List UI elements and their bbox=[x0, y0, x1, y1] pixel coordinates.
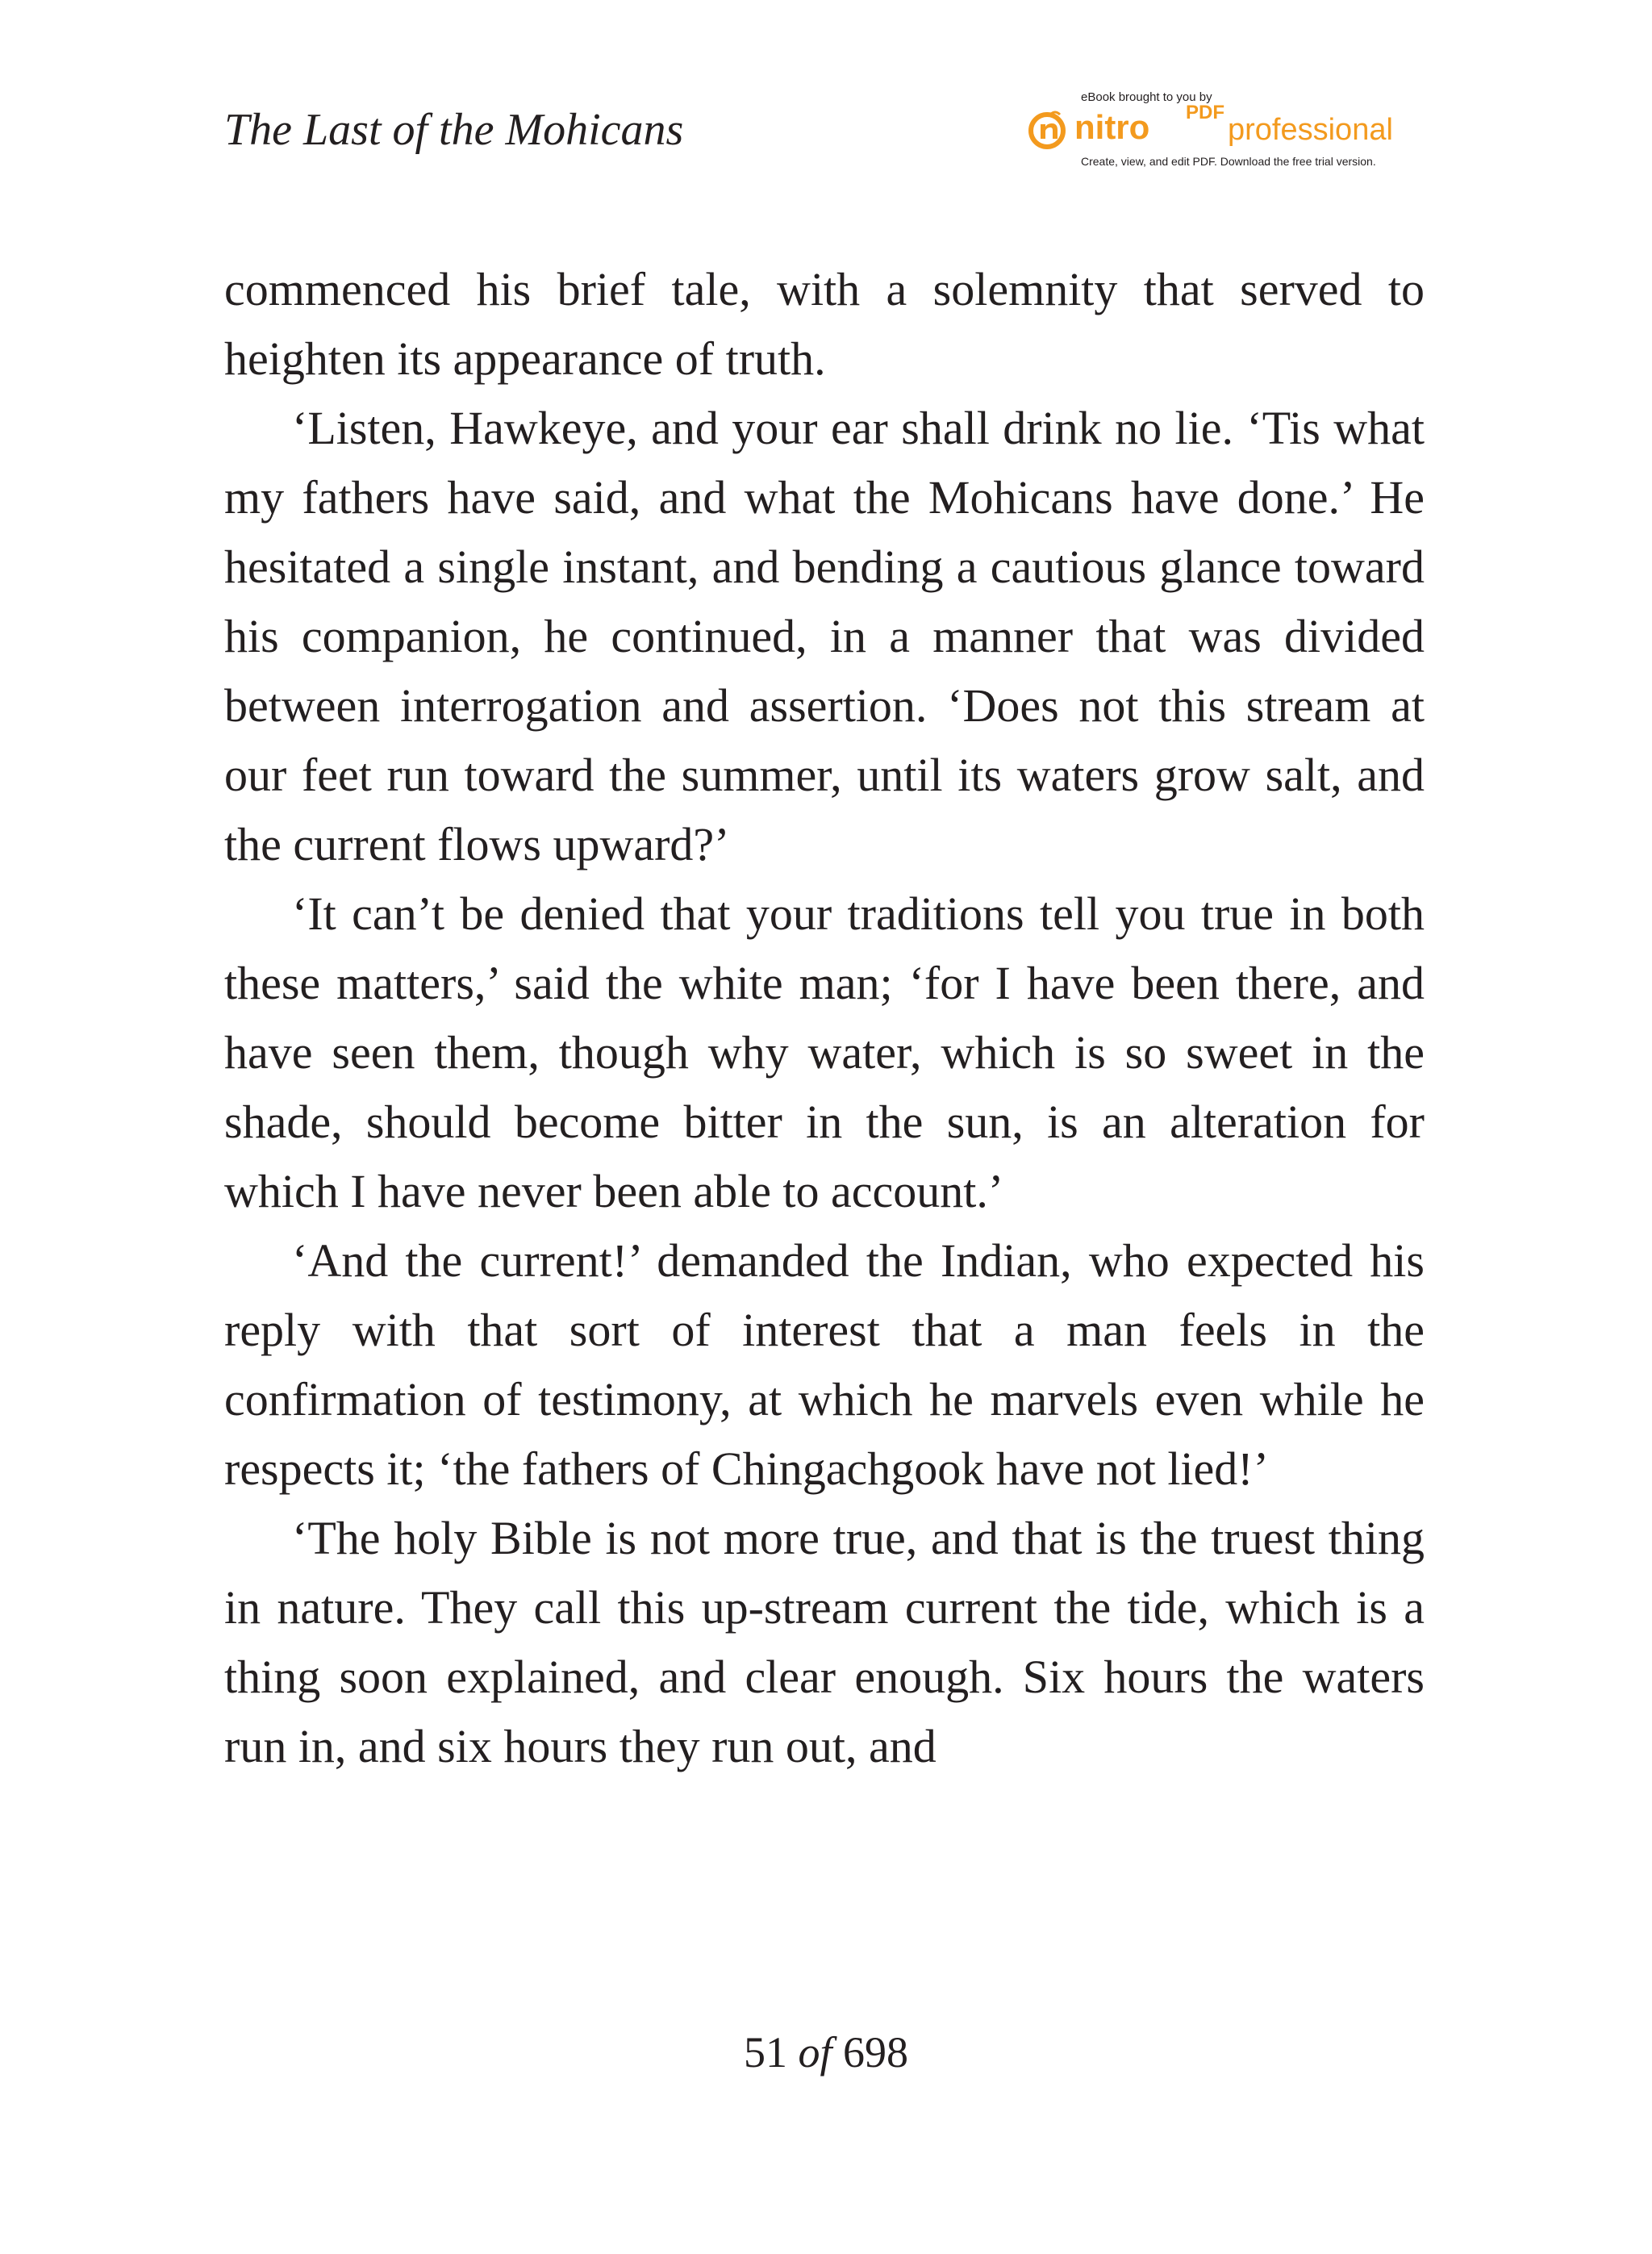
paragraph: ‘Listen, Hawkeye, and your ear shall drink no lie. ‘Tis what my fathers have said, and what the Mohicans have done.’ He hesitated a single instant, and bending a cautious glance toward his companion, he continued, in a manner that was divided between interrogation and assertion. ‘Does not this stream at our feet run toward the summer, until its waters grow salt, and the current flows upward?’ bbox=[224, 402, 1425, 870]
running-title: The Last of the Mohicans bbox=[224, 105, 684, 155]
current-page: 51 bbox=[743, 2028, 787, 2077]
nitro-pdf-banner[interactable] bbox=[1026, 90, 1413, 171]
paragraph: commenced his brief tale, with a solemnity that served to heighten its appearance of truth. bbox=[224, 263, 1425, 385]
banner-tagline: eBook brought to you by bbox=[1081, 90, 1212, 104]
paragraph: ‘And the current!’ demanded the Indian, who expected his reply with that sort of interest that a man feels in the confirmation of testimony, at which he marvels even while he respects it; ‘the fathers of Chingachgook have not lied!’ bbox=[224, 1234, 1425, 1495]
page-of-word: of bbox=[798, 2028, 832, 2077]
paragraph: ‘The holy Bible is not more true, and that is the truest thing in nature. They call this up-stream current the tide, which is a thing soon explained, and clear enough. Six hours the waters run in, and six hours they run out, and bbox=[224, 1512, 1425, 1772]
page-body bbox=[224, 255, 1425, 1781]
paragraph: ‘It can’t be denied that your traditions tell you true in both these matters,’ said the white man; ‘for I have been there, and have seen them, though why water, which is so sweet in the shade, should become bitter in the sun, is an alteration for which I have never been able to account.’ bbox=[224, 887, 1425, 1217]
banner-subline: Create, view, and edit PDF. Download the free trial version. bbox=[1081, 155, 1376, 168]
banner-product: professional bbox=[1228, 113, 1393, 147]
banner-brand: nitro bbox=[1074, 108, 1150, 146]
page-number bbox=[0, 2027, 1652, 2079]
nitro-logo-icon bbox=[1026, 108, 1068, 150]
banner-brand-superscript: PDF bbox=[1186, 102, 1224, 123]
total-pages: 698 bbox=[843, 2028, 908, 2077]
